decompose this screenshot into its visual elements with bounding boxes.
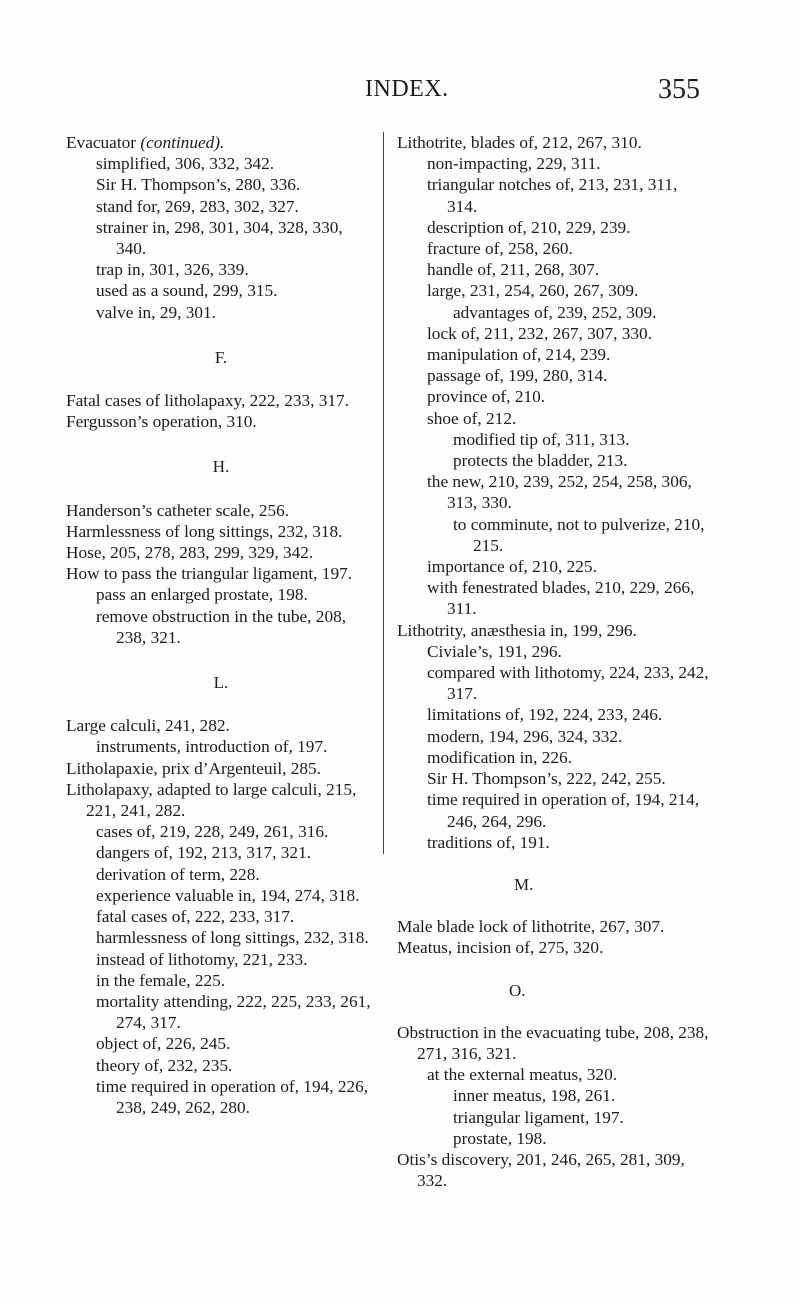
index-subentry: shoe of, 212.: [427, 408, 517, 428]
index-column-right: [397, 132, 709, 1191]
index-subentry: trap in, 301, 326, 339.: [96, 260, 249, 280]
index-subentry: importance of, 210, 225.: [427, 557, 597, 577]
index-subentry: Sir H. Thompson’s, 222, 242, 255.: [427, 769, 666, 789]
index-subentry: pass an enlarged prostate, 198.: [96, 585, 308, 605]
index-entry: Fatal cases of litholapaxy, 222, 233, 317.: [66, 391, 350, 411]
index-subentry: instruments, introduction of, 197.: [96, 737, 328, 757]
index-subsubentry: inner meatus, 198, 261.: [453, 1086, 616, 1106]
index-entry: Litholapaxie, prix d’Argenteuil, 285.: [66, 758, 321, 778]
index-subsubentry: triangular ligament, 197.: [453, 1107, 624, 1127]
index-subentry: handle of, 211, 268, 307.: [427, 260, 600, 280]
index-entry: Male blade lock of lithotrite, 267, 307.: [397, 917, 665, 937]
index-entry: Fergusson’s operation, 310.: [66, 412, 257, 432]
index-subentry: time required in operation of, 194, 214, 246, 264, 296.: [427, 790, 700, 831]
page-number: 355: [658, 74, 700, 105]
index-entry: Handerson’s catheter scale, 256.: [66, 500, 290, 520]
index-subentry: instead of lithotomy, 221, 233.: [96, 949, 308, 969]
index-entry: Litholapaxy, adapted to large calculi, 215, 221, 241, 282.: [66, 779, 357, 821]
section-letter-l: L.: [213, 673, 229, 693]
index-entry: Meatus, incision of, 275, 320.: [397, 938, 604, 958]
index-subentry: theory of, 232, 235.: [96, 1055, 233, 1075]
index-subsubentry: to comminute, not to pulverize, 210, 215.: [453, 514, 705, 555]
index-subentry: strainer in, 298, 301, 304, 328, 330, 340.: [96, 217, 343, 259]
index-subentry: derivation of term, 228.: [96, 864, 260, 884]
index-subentry: triangular notches of, 213, 231, 311, 314.: [427, 175, 678, 216]
section-letter-m: M.: [514, 874, 534, 894]
index-entry: How to pass the triangular ligament, 197.: [66, 564, 353, 584]
index-entry: [66, 132, 376, 153]
entry-heading: Evacuator: [66, 133, 141, 152]
index-subentry: stand for, 269, 283, 302, 327.: [96, 196, 299, 216]
index-subentry: time required in operation of, 194, 226, 238, 249, 262, 280.: [96, 1076, 369, 1117]
section-letter-o: O.: [509, 980, 526, 1000]
index-entry: Hose, 205, 278, 283, 299, 329, 342.: [66, 543, 314, 563]
index-subentry: cases of, 219, 228, 249, 261, 316.: [96, 822, 329, 842]
index-subentry: mortality attending, 222, 225, 233, 261, 274, 317.: [96, 991, 371, 1033]
index-subentry: compared with lithotomy, 224, 233, 242, 317.: [427, 663, 709, 704]
index-subentry: large, 231, 254, 260, 267, 309.: [427, 281, 639, 301]
index-subentry: the new, 210, 239, 252, 254, 258, 306, 313, 330.: [427, 472, 692, 513]
index-subentry: modification in, 226.: [427, 747, 572, 767]
index-subentry: lock of, 211, 232, 267, 307, 330.: [427, 323, 652, 343]
index-subentry: traditions of, 191.: [427, 832, 550, 852]
index-entry: Lithotrite, blades of, 212, 267, 310.: [397, 133, 642, 152]
index-subentry: harmlessness of long sittings, 232, 318.: [96, 928, 369, 948]
index-entry: Lithotrity, anæsthesia in, 199, 296.: [397, 620, 637, 640]
page-header: [0, 74, 800, 110]
continued-note: (continued).: [140, 133, 225, 152]
index-subentry: simplified, 306, 332, 342.: [96, 154, 275, 174]
index-subentry: used as a sound, 299, 315.: [96, 281, 278, 301]
index-subentry: manipulation of, 214, 239.: [427, 345, 611, 365]
index-entry: Obstruction in the evacuating tube, 208, 238, 271, 316, 321.: [397, 1022, 709, 1063]
index-subentry: description of, 210, 229, 239.: [427, 217, 631, 237]
section-letter-h: H.: [212, 457, 230, 477]
index-subsubentry: protects the bladder, 213.: [453, 451, 628, 471]
section-letter-f: F.: [214, 347, 228, 367]
index-subentry: dangers of, 192, 213, 317, 321.: [96, 843, 312, 863]
column-divider: [383, 132, 384, 854]
index-entry: Otis’s discovery, 201, 246, 265, 281, 309, 332.: [397, 1149, 685, 1191]
index-subentry: passage of, 199, 280, 314.: [427, 366, 608, 386]
page-title: INDEX.: [365, 76, 449, 102]
index-subentry: fracture of, 258, 260.: [427, 239, 573, 259]
index-subsubentry: prostate, 198.: [453, 1128, 547, 1148]
index-subentry: object of, 226, 245.: [96, 1034, 231, 1054]
index-subentry: non-impacting, 229, 311.: [427, 154, 601, 174]
index-entry: Harmlessness of long sittings, 232, 318.: [66, 521, 343, 541]
index-subentry: at the external meatus, 320.: [427, 1065, 618, 1085]
index-subentry: in the female, 225.: [96, 970, 226, 990]
index-subsubentry: modified tip of, 311, 313.: [453, 429, 630, 449]
index-subentry: modern, 194, 296, 324, 332.: [427, 726, 623, 746]
index-subentry: province of, 210.: [427, 387, 546, 407]
index-subentry: valve in, 29, 301.: [96, 302, 216, 322]
index-subentry: remove obstruction in the tube, 208, 238, 321.: [96, 606, 347, 647]
index-column-left: [66, 132, 376, 1118]
index-subentry: with fenestrated blades, 210, 229, 266, 311.: [427, 578, 695, 619]
index-subsubentry: advantages of, 239, 252, 309.: [453, 302, 657, 322]
index-subentry: limitations of, 192, 224, 233, 246.: [427, 705, 663, 725]
index-entry: Large calculi, 241, 282.: [66, 716, 230, 736]
index-subentry: Sir H. Thompson’s, 280, 336.: [96, 175, 301, 195]
index-subentry: Civiale’s, 191, 296.: [427, 641, 562, 661]
index-subentry: fatal cases of, 222, 233, 317.: [96, 907, 295, 927]
index-subentry: experience valuable in, 194, 274, 318.: [96, 885, 360, 905]
